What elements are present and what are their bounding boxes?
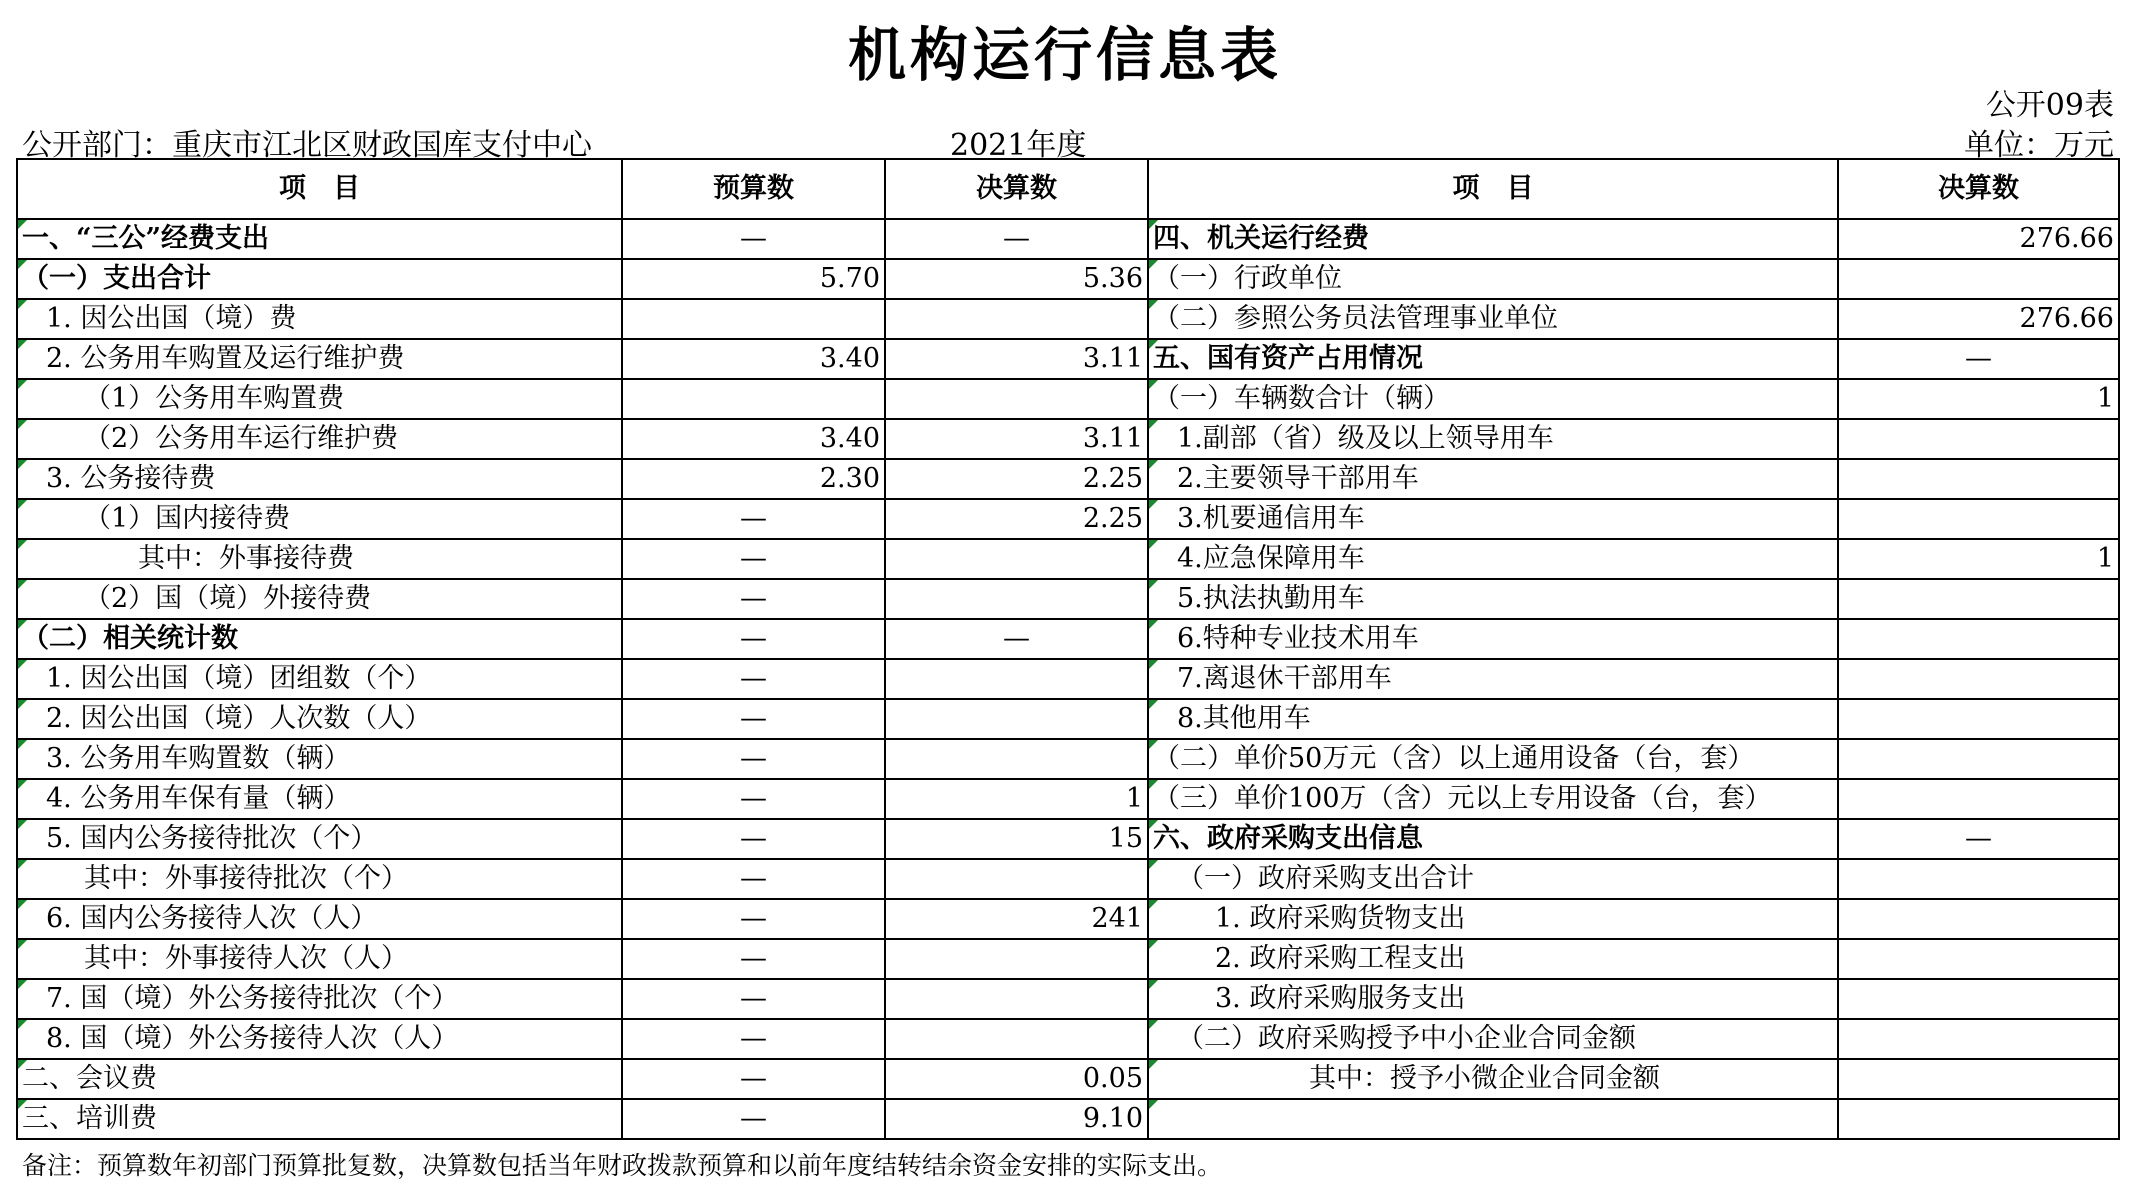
row-final-right	[1838, 579, 2119, 619]
row-budget: 3.40	[622, 339, 885, 379]
table-row	[17, 659, 2119, 699]
row-item-right: （二）单价50万元（含）以上通用设备（台，套）	[1148, 739, 1838, 779]
row-final-left	[885, 739, 1148, 779]
table-row	[17, 339, 2119, 379]
row-budget: —	[622, 1099, 885, 1139]
row-budget: —	[622, 939, 885, 979]
row-final-right: 276.66	[1838, 219, 2119, 259]
table-row	[17, 619, 2119, 659]
row-budget: —	[622, 699, 885, 739]
row-final-left	[885, 579, 1148, 619]
row-item-left: （一）支出合计	[17, 259, 622, 299]
row-final-right	[1838, 1099, 2119, 1139]
table-row	[17, 739, 2119, 779]
row-final-right: 1	[1838, 379, 2119, 419]
row-budget: —	[622, 619, 885, 659]
row-budget: 2.30	[622, 459, 885, 499]
row-item-left: 8. 国（境）外公务接待人次（人）	[17, 1019, 622, 1059]
row-budget	[622, 299, 885, 339]
header-item-right: 项 目	[1148, 159, 1838, 219]
row-item-right: （三）单价100万（含）元以上专用设备（台，套）	[1148, 779, 1838, 819]
table-row	[17, 979, 2119, 1019]
row-item-right: （二）政府采购授予中小企业合同金额	[1148, 1019, 1838, 1059]
row-item-left: 一、“三公”经费支出	[17, 219, 622, 259]
row-budget: —	[622, 579, 885, 619]
row-final-right	[1838, 739, 2119, 779]
row-final-right: 276.66	[1838, 299, 2119, 339]
row-budget	[622, 379, 885, 419]
row-item-left: （1）国内接待费	[17, 499, 622, 539]
row-final-left: —	[885, 219, 1148, 259]
header-item-left: 项 目	[17, 159, 622, 219]
row-final-right	[1838, 859, 2119, 899]
row-item-right: 4.应急保障用车	[1148, 539, 1838, 579]
row-item-right: 3. 政府采购服务支出	[1148, 979, 1838, 1019]
row-final-left	[885, 659, 1148, 699]
header-final-right: 决算数	[1838, 159, 2119, 219]
row-final-left: 3.11	[885, 339, 1148, 379]
row-budget: —	[622, 899, 885, 939]
row-item-right: 1.副部（省）级及以上领导用车	[1148, 419, 1838, 459]
row-item-right: （一）车辆数合计（辆）	[1148, 379, 1838, 419]
row-item-left: （1）公务用车购置费	[17, 379, 622, 419]
row-final-right	[1838, 699, 2119, 739]
table-body	[17, 219, 2119, 1139]
row-final-right: —	[1838, 819, 2119, 859]
row-item-left: 二、会议费	[17, 1059, 622, 1099]
row-final-right	[1838, 1019, 2119, 1059]
row-budget: —	[622, 1019, 885, 1059]
row-final-left	[885, 859, 1148, 899]
row-final-left	[885, 539, 1148, 579]
row-budget: —	[622, 979, 885, 1019]
row-item-right: 3.机要通信用车	[1148, 499, 1838, 539]
row-item-right: 7.离退休干部用车	[1148, 659, 1838, 699]
row-item-left: 其中：外事接待费	[17, 539, 622, 579]
row-item-right: 6.特种专业技术用车	[1148, 619, 1838, 659]
row-item-left: 其中：外事接待批次（个）	[17, 859, 622, 899]
row-item-left: 3. 公务接待费	[17, 459, 622, 499]
row-item-right: （一）政府采购支出合计	[1148, 859, 1838, 899]
row-item-right	[1148, 1099, 1838, 1139]
row-final-right	[1838, 459, 2119, 499]
header-budget: 预算数	[622, 159, 885, 219]
row-final-left: 0.05	[885, 1059, 1148, 1099]
row-final-left: 9.10	[885, 1099, 1148, 1139]
row-item-right: 8.其他用车	[1148, 699, 1838, 739]
footnote: 备注：预算数年初部门预算批复数，决算数包括当年财政拨款预算和以前年度结转结余资金安排的实际支出。	[22, 1151, 1223, 1180]
page-title: 机构运行信息表	[847, 21, 1282, 89]
row-final-left	[885, 379, 1148, 419]
row-final-right	[1838, 779, 2119, 819]
row-budget: —	[622, 219, 885, 259]
row-final-left: 15	[885, 819, 1148, 859]
row-item-right: （一）行政单位	[1148, 259, 1838, 299]
row-final-right	[1838, 419, 2119, 459]
row-item-right: 1. 政府采购货物支出	[1148, 899, 1838, 939]
table-row	[17, 819, 2119, 859]
row-final-left: 2.25	[885, 499, 1148, 539]
form-number: 公开09表	[1985, 88, 2114, 123]
row-item-left: 4. 公务用车保有量（辆）	[17, 779, 622, 819]
row-item-right: 四、机关运行经费	[1148, 219, 1838, 259]
row-item-left: 1. 因公出国（境）费	[17, 299, 622, 339]
row-budget: —	[622, 819, 885, 859]
row-budget: 3.40	[622, 419, 885, 459]
row-final-left	[885, 699, 1148, 739]
row-item-left: 5. 国内公务接待批次（个）	[17, 819, 622, 859]
row-item-left: 3. 公务用车购置数（辆）	[17, 739, 622, 779]
table-row	[17, 259, 2119, 299]
row-item-left: 1. 因公出国（境）团组数（个）	[17, 659, 622, 699]
row-final-right	[1838, 659, 2119, 699]
row-final-left: 3.11	[885, 419, 1148, 459]
row-item-left: 三、培训费	[17, 1099, 622, 1139]
row-final-right	[1838, 499, 2119, 539]
row-final-left: 241	[885, 899, 1148, 939]
row-final-right	[1838, 619, 2119, 659]
row-final-left: 5.36	[885, 259, 1148, 299]
table-row	[17, 1019, 2119, 1059]
row-item-right: 2. 政府采购工程支出	[1148, 939, 1838, 979]
row-item-right: 2.主要领导干部用车	[1148, 459, 1838, 499]
row-budget: —	[622, 859, 885, 899]
table-row	[17, 299, 2119, 339]
row-item-left: 6. 国内公务接待人次（人）	[17, 899, 622, 939]
header-final-left: 决算数	[885, 159, 1148, 219]
row-final-left	[885, 299, 1148, 339]
table-row	[17, 419, 2119, 459]
row-item-left: 2. 因公出国（境）人次数（人）	[17, 699, 622, 739]
table-row	[17, 1099, 2119, 1139]
row-final-right	[1838, 979, 2119, 1019]
row-final-left: 2.25	[885, 459, 1148, 499]
row-item-right: 六、政府采购支出信息	[1148, 819, 1838, 859]
table-row	[17, 219, 2119, 259]
table-row	[17, 539, 2119, 579]
row-budget: —	[622, 499, 885, 539]
table-row	[17, 579, 2119, 619]
row-item-left: （2）公务用车运行维护费	[17, 419, 622, 459]
row-item-left: （2）国（境）外接待费	[17, 579, 622, 619]
row-final-left: 1	[885, 779, 1148, 819]
row-final-left: —	[885, 619, 1148, 659]
row-item-left: 其中：外事接待人次（人）	[17, 939, 622, 979]
row-final-left	[885, 939, 1148, 979]
row-item-right: 其中：授予小微企业合同金额	[1148, 1059, 1838, 1099]
row-budget: —	[622, 739, 885, 779]
row-item-left: 2. 公务用车购置及运行维护费	[17, 339, 622, 379]
unit-label: 单位：万元	[1964, 128, 2114, 163]
table-row	[17, 379, 2119, 419]
info-table	[16, 158, 2120, 1140]
row-item-left: 7. 国（境）外公务接待批次（个）	[17, 979, 622, 1019]
row-item-right: 5.执法执勤用车	[1148, 579, 1838, 619]
row-item-right: （二）参照公务员法管理事业单位	[1148, 299, 1838, 339]
fiscal-year: 2021年度	[950, 128, 1087, 163]
row-final-right	[1838, 259, 2119, 299]
table-row	[17, 499, 2119, 539]
table-row	[17, 899, 2119, 939]
row-final-right	[1838, 1059, 2119, 1099]
table-header-row	[17, 159, 2119, 219]
table-row	[17, 699, 2119, 739]
row-final-right: —	[1838, 339, 2119, 379]
row-final-right: 1	[1838, 539, 2119, 579]
row-final-right	[1838, 939, 2119, 979]
table-row	[17, 859, 2119, 899]
table-row	[17, 779, 2119, 819]
row-final-right	[1838, 899, 2119, 939]
row-budget: 5.70	[622, 259, 885, 299]
row-budget: —	[622, 539, 885, 579]
department-label: 公开部门：重庆市江北区财政国库支付中心	[22, 128, 592, 163]
row-budget: —	[622, 1059, 885, 1099]
table-row	[17, 939, 2119, 979]
row-final-left	[885, 1019, 1148, 1059]
table-row	[17, 459, 2119, 499]
row-budget: —	[622, 779, 885, 819]
table-row	[17, 1059, 2119, 1099]
row-final-left	[885, 979, 1148, 1019]
row-item-right: 五、国有资产占用情况	[1148, 339, 1838, 379]
row-item-left: （二）相关统计数	[17, 619, 622, 659]
row-budget: —	[622, 659, 885, 699]
